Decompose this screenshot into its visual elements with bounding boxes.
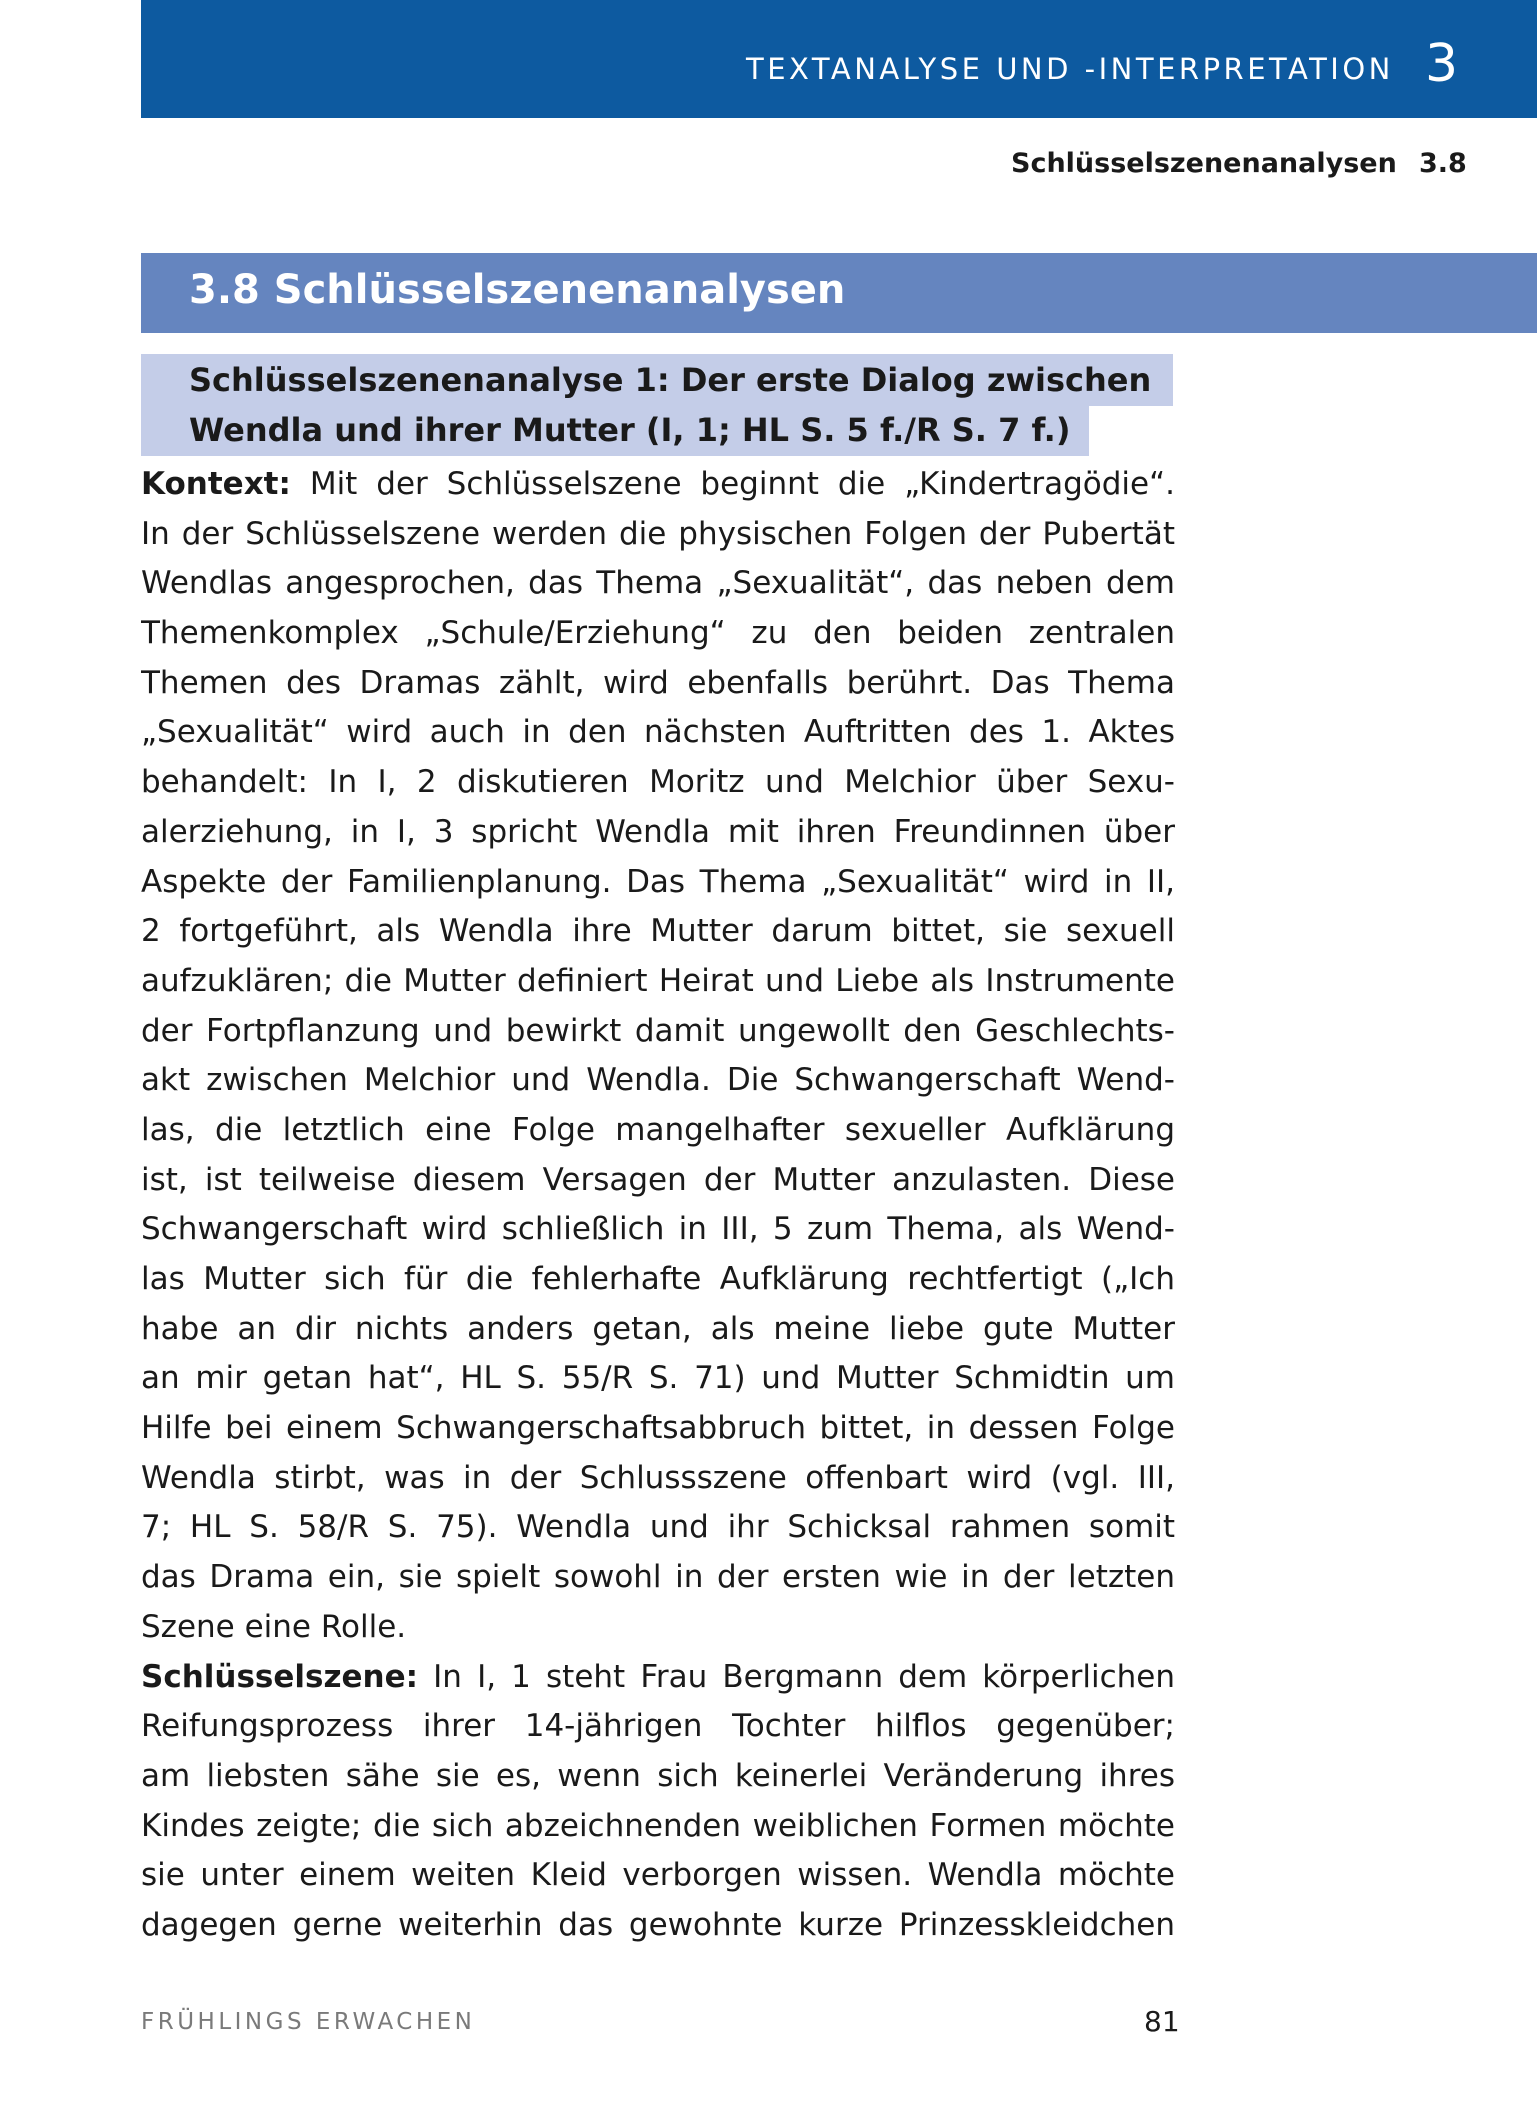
chapter-number: 3 — [1425, 34, 1459, 94]
schluessel-first-line — [141, 1653, 1175, 1703]
text-line: Themen des Dramas zählt, wird ebenfalls berührt. Das Thema — [141, 664, 1175, 701]
page-number: 81 — [1144, 2005, 1180, 2038]
text-line: sie unter einem weiten Kleid verborgen wissen. Wendla möchte — [141, 1857, 1175, 1894]
text-line: 2 fortgeführt, als Wendla ihre Mutter darum bittet, sie sexuell — [141, 913, 1175, 950]
kontext-first-line — [141, 460, 1175, 510]
running-head-title: Schlüsselszenenanalysen — [1011, 148, 1397, 179]
footer-book-title: FRÜHLINGS ERWACHEN — [141, 2009, 476, 2035]
text-line: „Sexualität“ wird auch in den nächsten Auftritten des 1. Aktes — [141, 714, 1175, 751]
text-line: Wendlas angesprochen, das Thema „Sexualität“, das neben dem — [141, 565, 1175, 602]
text-line: habe an dir nichts anders getan, als meine liebe gute Mutter — [141, 1310, 1175, 1347]
subheading-line-1: Schlüsselszenenanalyse 1: Der erste Dialog zwischen — [141, 354, 1173, 406]
chapter-title: TEXTANALYSE UND -INTERPRETATION — [746, 52, 1394, 86]
text-line: Themenkomplex „Schule/Erziehung“ zu den beiden zentralen — [141, 615, 1175, 652]
text-line: aufzuklären; die Mutter definiert Heirat und Liebe als Instrumente — [141, 962, 1175, 999]
text-line: las, die letztlich eine Folge mangelhafter sexueller Aufklärung — [141, 1111, 1175, 1148]
schluessel-first-line-text: In I, 1 steht Frau Bergmann dem körperlichen — [418, 1658, 1175, 1695]
text-line: behandelt: In I, 2 diskutieren Moritz und Melchior über Sexu- — [141, 764, 1175, 801]
text-line: Wendla stirbt, was in der Schlussszene offenbart wird (vgl. III, — [141, 1459, 1175, 1496]
kontext-first-line-text: Mit der Schlüsselszene beginnt die „Kindertragödie“. — [290, 466, 1175, 502]
text-line: Kindes zeigte; die sich abzeichnenden weiblichen Formen möchte — [141, 1807, 1175, 1844]
section-heading-band — [141, 253, 1537, 333]
text-line: an mir getan hat“, HL S. 55/R S. 71) und Mutter Schmidtin um — [141, 1360, 1175, 1397]
text-line: In der Schlüsselszene werden die physischen Folgen der Pubertät — [141, 515, 1175, 552]
text-line: alerziehung, in I, 3 spricht Wendla mit ihren Freundinnen über — [141, 813, 1175, 850]
kontext-label: Kontext: — [141, 466, 291, 502]
subheading-line-2: Wendla und ihrer Mutter (I, 1; HL S. 5 f./R S. 7 f.) — [141, 404, 1089, 456]
section-title: 3.8 Schlüsselszenenanalysen — [189, 267, 846, 313]
running-head-number: 3.8 — [1419, 148, 1467, 179]
text-line: Szene eine Rolle. — [141, 1608, 407, 1645]
text-line: das Drama ein, sie spielt sowohl in der ersten wie in der letzten — [141, 1559, 1175, 1596]
text-line: Reifungsprozess ihrer 14-jährigen Tochter hilflos gegenüber; — [141, 1708, 1175, 1745]
text-line: dagegen gerne weiterhin das gewohnte kurze Prinzesskleidchen — [141, 1906, 1175, 1943]
text-line: Hilfe bei einem Schwangerschaftsabbruch bittet, in dessen Folge — [141, 1410, 1175, 1447]
text-line: ist, ist teilweise diesem Versagen der Mutter anzulasten. Diese — [141, 1161, 1175, 1198]
text-line: Schwangerschaft wird schließlich in III, 5 zum Thema, als Wend- — [141, 1211, 1175, 1248]
text-line: am liebsten sähe sie es, wenn sich keinerlei Veränderung ihres — [141, 1757, 1175, 1794]
text-line: las Mutter sich für die fehlerhafte Aufklärung rechtfertigt („Ich — [141, 1261, 1175, 1297]
body-text — [141, 460, 1175, 1951]
text-line: akt zwischen Melchior und Wendla. Die Schwangerschaft Wend- — [141, 1062, 1175, 1099]
text-line: der Fortpflanzung und bewirkt damit ungewollt den Geschlechts- — [141, 1012, 1175, 1049]
text-line: 7; HL S. 58/R S. 75). Wendla und ihr Schicksal rahmen somit — [141, 1509, 1175, 1546]
text-line: Aspekte der Familienplanung. Das Thema „Sexualität“ wird in II, — [141, 863, 1175, 900]
schluessel-label: Schlüsselszene: — [141, 1658, 419, 1695]
chapter-header-bar — [141, 0, 1537, 118]
